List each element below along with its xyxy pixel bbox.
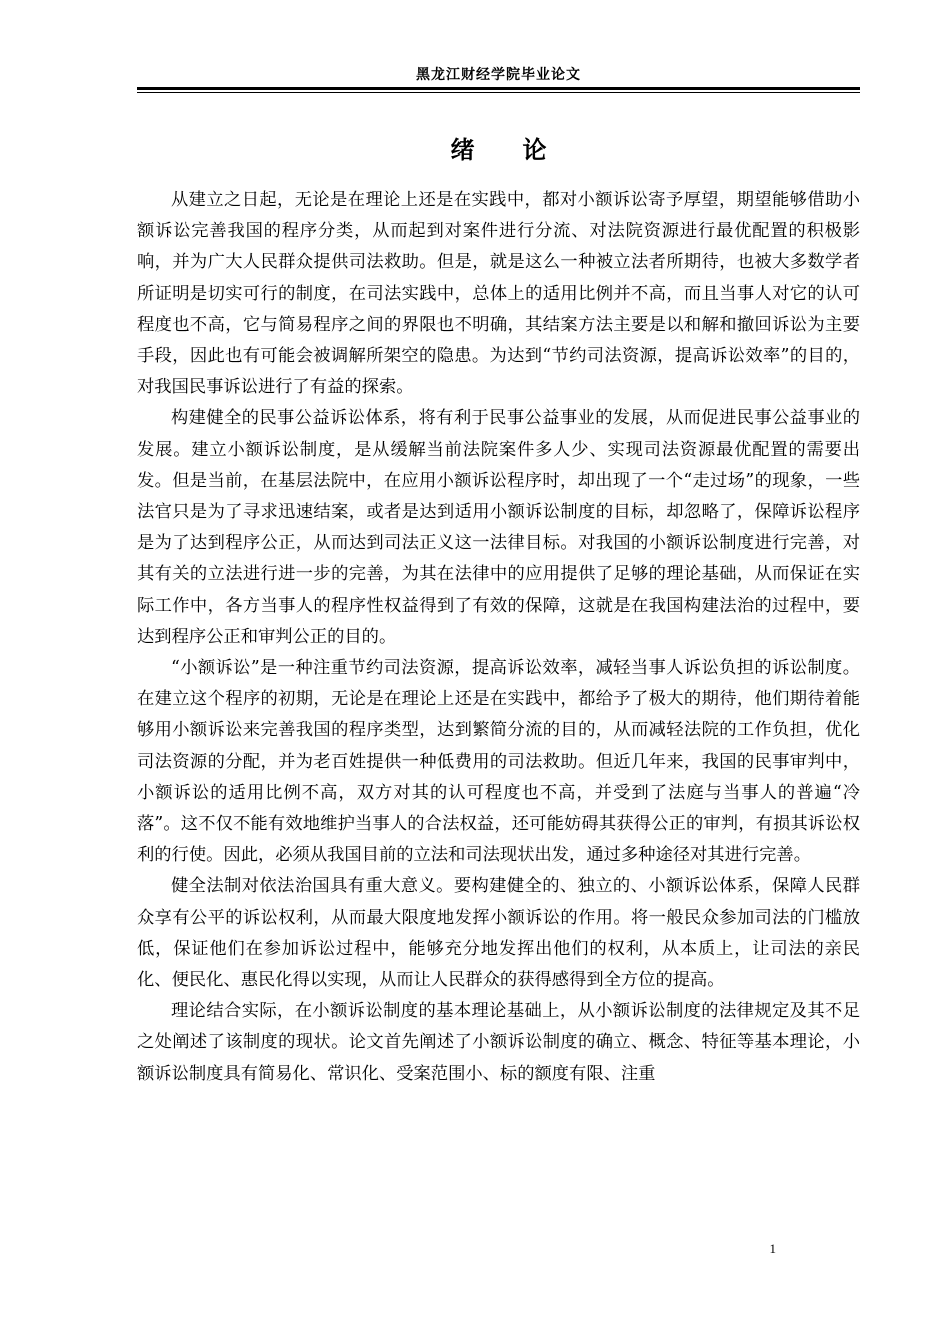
page-number: 1 <box>769 1241 776 1256</box>
header-rule-thick <box>137 87 860 90</box>
paragraph: 构建健全的民事公益诉讼体系，将有利于民事公益事业的发展，从而促进民事公益事业的发展。建立小额诉讼制度，是从缓解当前法院案件多人少、实现司法资源最优配置的需要出发。但是当前，在基层法院中，在应用小额诉讼程序时，却出现了一个“走过场”的现象，一些法官只是为了寻求迅速结案，或者是达到适用小额诉讼制度的目标，却忽略了，保障诉讼程序是为了达到程序公正，从而达到司法正义这一法律目标。对我国的小额诉讼制度进行完善，对其有关的立法进行进一步的完善，为其在法律中的应用提供了足够的理论基础，从而保证在实际工作中，各方当事人的程序性权益得到了有效的保障，这就是在我国构建法治的过程中，要达到程序公正和审判公正的目的。 <box>137 408 860 647</box>
paragraph: 健全法制对依法治国具有重大意义。要构建健全的、独立的、小额诉讼体系，保障人民群众享有公平的诉讼权利，从而最大限度地发挥小额诉讼的作用。将一般民众参加司法的门槛放低，保证他们在参加诉讼过程中，能够充分地发挥出他们的权利，从本质上，让司法的亲民化、便民化、惠民化得以实现，从而让人民群众的获得感得到全方位的提高。 <box>137 876 860 991</box>
body-text <box>137 185 860 1090</box>
running-header: 黑龙江财经学院毕业论文 <box>416 67 581 83</box>
paragraph: “小额诉讼”是一种注重节约司法资源，提高诉讼效率，减轻当事人诉讼负担的诉讼制度。在建立这个程序的初期，无论是在理论上还是在实践中，都给予了极大的期待，他们期待着能够用小额诉讼来完善我国的程序类型，达到繁简分流的目的，从而减轻法院的工作负担，优化司法资源的分配，并为老百姓提供一种低费用的司法救助。但近几年来，我国的民事审判中，小额诉讼的适用比例不高，双方对其的认可程度也不高，并受到了法庭与当事人的普遍“冷落”。这不仅不能有效地维护当事人的合法权益，还可能妨碍其获得公正的审判，有损其诉讼权利的行使。因此，必须从我国目前的立法和司法现状出发，通过多种途径对其进行完善。 <box>137 658 860 866</box>
paragraph: 理论结合实际，在小额诉讼制度的基本理论基础上，从小额诉讼制度的法律规定及其不足之处阐述了该制度的现状。论文首先阐述了小额诉讼制度的确立、概念、特征等基本理论，小额诉讼制度具有简易化、常识化、受案范围小、标的额度有限、注重 <box>137 1001 860 1084</box>
section-title: 绪论 <box>450 136 595 164</box>
paragraph: 从建立之日起，无论是在理论上还是在实践中，都对小额诉讼寄予厚望，期望能够借助小额诉讼完善我国的程序分类，从而起到对案件进行分流、对法院资源进行最优配置的积极影响，并为广大人民群众提供司法救助。但是，就是这么一种被立法者所期待，也被大多数学者所证明是切实可行的制度，在司法实践中，总体上的适用比例并不高，而且当事人对它的认可程度也不高，它与简易程序之间的界限也不明确，其结案方法主要是以和解和撤回诉讼为主要手段，因此也有可能会被调解所架空的隐患。为达到“节约司法资源，提高诉讼效率”的目的，对我国民事诉讼进行了有益的探索。 <box>137 190 860 398</box>
page-number-container <box>0 1241 776 1257</box>
header-rule-thin <box>137 92 860 93</box>
